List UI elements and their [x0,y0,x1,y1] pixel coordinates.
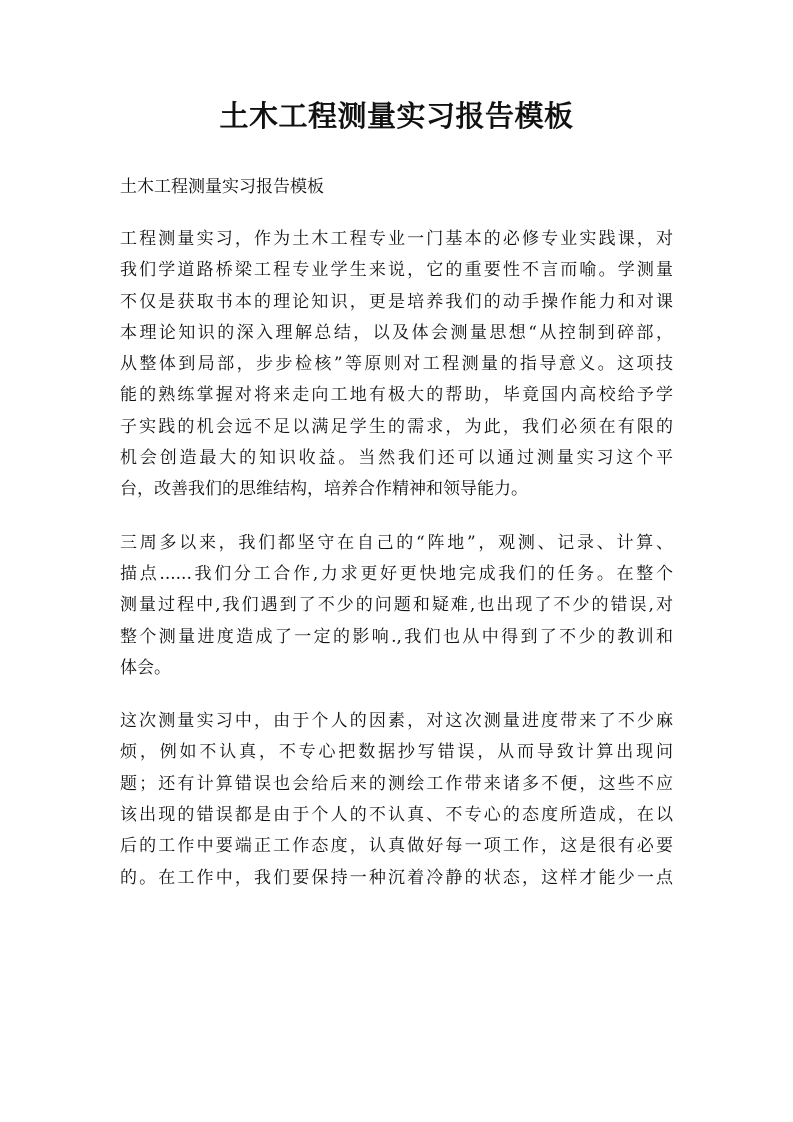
paragraph-line: 我们学道路桥梁工程专业学生来说，它的重要性不言而喻。学测量 [120,260,673,281]
paragraph-line: 这次测量实习中，由于个人的因素，对这次测量进度带来了不少麻 [120,711,673,732]
paragraph-line: 能的熟练掌握对将来走向工地有极大的帮助，毕竟国内高校给予学 [120,385,673,406]
paragraph-line: 本理论知识的深入理解总结，以及体会测量思想“从控制到碎部， [120,322,673,343]
paragraph-line: 从整体到局部，步步检核”等原则对工程测量的指导意义。这项技 [120,354,673,375]
paragraph-1 [120,224,673,506]
paragraph-line: 的。在工作中，我们要保持一种沉着冷静的状态，这样才能少一点 [120,867,673,888]
document-title: 土木工程测量实习报告模板 [219,99,574,133]
paragraph-line: 烦，例如不认真，不专心把数据抄写错误，从而导致计算出现问 [120,742,673,763]
paragraph-line: 测量过程中,我们遇到了不少的问题和疑难,也出现了不少的错误,对 [120,595,673,616]
paragraph-line: 工程测量实习，作为土木工程专业一门基本的必修专业实践课，对 [120,229,673,249]
paragraph-line: 台，改善我们的思维结构，培养合作精神和领导能力。 [120,479,528,500]
paragraph-line: 机会创造最大的知识收益。当然我们还可以通过测量实习这个平 [120,448,673,469]
paragraph-line: 该出现的错误都是由于个人的不认真、不专心的态度所造成，在以 [120,805,673,826]
paragraph-line: 题；还有计算错误也会给后来的测绘工作带来诸多不便，这些不应 [120,773,673,794]
paragraph-2 [120,528,673,684]
paragraph-line: 体会。 [120,657,171,678]
paragraph-line: 后的工作中要端正工作态度，认真做好每一项工作，这是很有必要 [120,836,673,857]
paragraph-3 [120,706,673,894]
paragraph-line: 子实践的机会远不足以满足学生的需求，为此，我们必须在有限的 [120,416,673,437]
paragraph-line: 三周多以来，我们都坚守在自己的“阵地”，观测、记录、计算、 [120,532,673,553]
document-subtitle: 土木工程测量实习报告模板 [120,177,324,197]
paragraph-line: 不仅是获取书本的理论知识，更是培养我们的动手操作能力和对课 [120,291,673,312]
paragraph-line: 整个测量进度造成了一定的影响.,我们也从中得到了不少的教训和 [120,626,673,647]
paragraph-line: 描点......我们分工合作,力求更好更快地完成我们的任务。在整个 [120,563,673,584]
